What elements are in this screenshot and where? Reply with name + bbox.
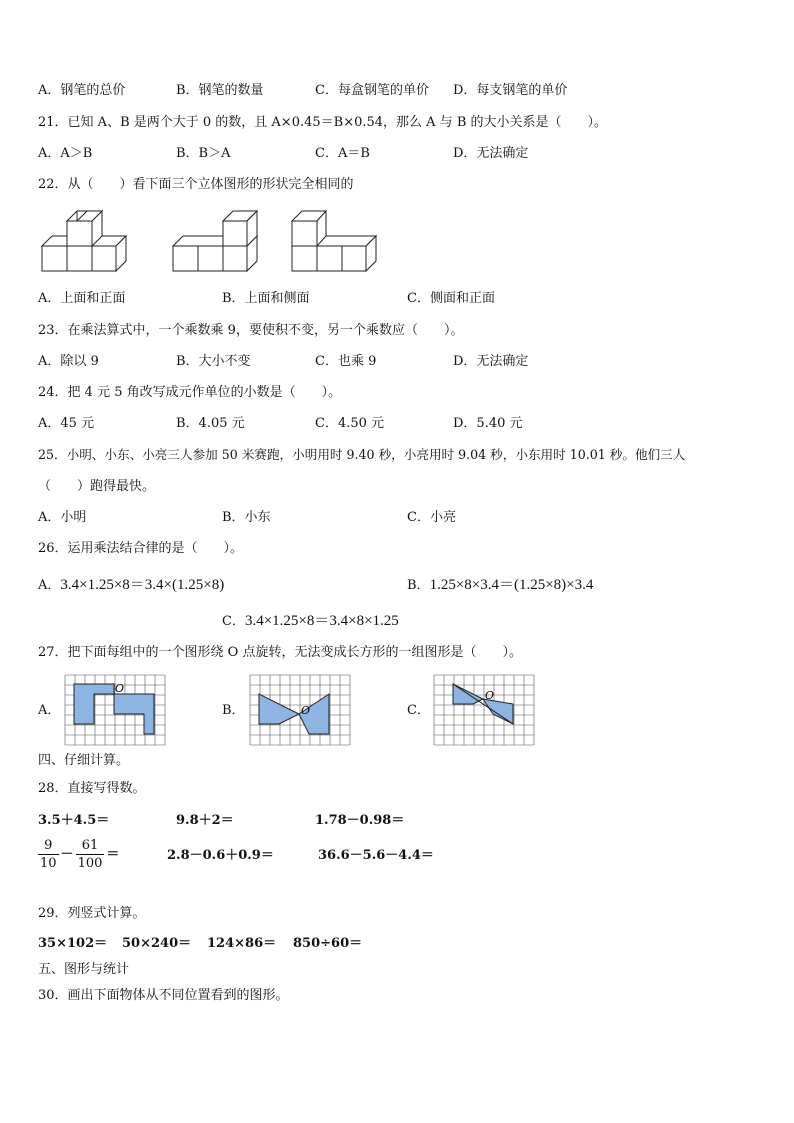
- q20-option-c: C．每盒钢笔的单价: [315, 83, 429, 98]
- q24-option-d: D．5.40 元: [453, 416, 523, 431]
- q21-option-d: D．无法确定: [453, 146, 529, 161]
- q26-option-b-label: B．: [407, 578, 430, 593]
- q20-option-d: D．每支钢笔的单价: [453, 83, 568, 98]
- q30-stem: 30．画出下面物体从不同位置看到的图形。: [38, 988, 289, 1003]
- fraction-numerator: 61: [76, 837, 105, 855]
- q26-stem: 26．运用乘法结合律的是（ ）。: [38, 541, 244, 556]
- q20-option-a: A．钢笔的总价: [38, 83, 126, 98]
- q21-option-a: A．A＞B: [38, 146, 93, 161]
- q28-item-1: 3.5＋4.5＝: [38, 813, 110, 828]
- q26-option-a-expr: 3.4×1.25×8＝3.4×(1.25×8): [60, 577, 225, 593]
- solid-figure-3: [292, 211, 376, 271]
- q28-item-3: 1.78－0.98＝: [315, 813, 405, 828]
- q27-grid-c: [433, 674, 535, 746]
- solid-figure-1: [42, 211, 126, 271]
- q27-shape-b1: [259, 694, 299, 724]
- q25-stem-line2: （ ）跑得最快。: [38, 479, 156, 494]
- q27-shape-c2: [483, 699, 513, 724]
- q24-option-a: A．45 元: [38, 416, 95, 431]
- q26-option-b-expr: 1.25×8×3.4＝(1.25×8)×3.4: [429, 577, 594, 593]
- q23-option-d: D．无法确定: [453, 354, 529, 369]
- q27-label-b: B．: [222, 703, 245, 718]
- q26-option-c-label: C．: [222, 614, 245, 629]
- q23-stem: 23．在乘法算式中，一个乘数乘 9，要使积不变，另一个乘数应（ ）。: [38, 323, 464, 338]
- q27-point-o-b: O: [301, 704, 311, 717]
- fraction-61-100: [76, 837, 105, 872]
- q28-item-6: 36.6－5.6－4.4＝: [318, 848, 434, 863]
- q27-grid-a: [64, 674, 166, 746]
- fraction-denominator: 100: [77, 856, 103, 871]
- q22-option-b: B．上面和侧面: [222, 291, 310, 306]
- q22-cube-figures: [36, 206, 386, 276]
- q27-shape-a1: [74, 684, 114, 724]
- q25-option-a: A．小明: [38, 510, 87, 525]
- q26-option-a-label: A．: [38, 578, 61, 593]
- q26-option-c: [222, 612, 399, 631]
- q25-stem-line1: 25．小明、小东、小亮三人参加 50 米赛跑，小明用时 9.40 秒，小亮用时 9.04 秒，小东用时 10.01 秒。他们三人: [38, 447, 686, 462]
- q25-option-b: B．小东: [222, 510, 271, 525]
- section-5-title: 五、图形与统计: [38, 962, 130, 977]
- fraction-denominator: 10: [40, 856, 57, 871]
- q29-item-3: 124×86＝: [207, 936, 277, 951]
- q23-option-c: C．也乘 9: [315, 354, 377, 369]
- q24-stem: 24．把 4 元 5 角改写成元作单位的小数是（ ）。: [38, 385, 342, 400]
- section-4-title: 四、仔细计算。: [38, 753, 130, 768]
- minus-sign: －: [60, 847, 74, 862]
- q21-option-c: C．A＝B: [315, 146, 370, 161]
- q26-option-c-expr: 3.4×1.25×8＝3.4×8×1.25: [244, 613, 399, 629]
- solid-figure-2: [173, 211, 257, 271]
- q28-fraction-expression: [36, 836, 119, 874]
- q25-option-c: C．小亮: [407, 510, 456, 525]
- q23-option-a: A．除以 9: [38, 354, 99, 369]
- q27-label-a: A．: [38, 703, 61, 718]
- q27-point-o-c: O: [485, 689, 495, 702]
- q26-option-a: [38, 576, 224, 595]
- q27-label-c: C．: [407, 703, 430, 718]
- fraction-numerator: 9: [38, 837, 59, 855]
- q27-stem: 27．把下面每组中的一个图形绕 O 点旋转，无法变成长方形的一组图形是（ ）。: [38, 645, 522, 660]
- q24-option-b: B．4.05 元: [176, 416, 245, 431]
- q23-option-b: B．大小不变: [176, 354, 251, 369]
- q29-stem: 29．列竖式计算。: [38, 906, 146, 921]
- q29-item-4: 850÷60＝: [293, 936, 363, 951]
- q22-stem: 22．从（ ）看下面三个立体图形的形状完全相同的: [38, 177, 354, 192]
- q20-option-b: B．钢笔的数量: [176, 83, 264, 98]
- q29-item-2: 50×240＝: [122, 936, 192, 951]
- q21-stem: 21．已知 A、B 是两个大于 0 的数，且 A×0.45＝B×0.54，那么 A 与 B 的大小关系是（ ）。: [38, 115, 608, 130]
- equals-sign: ＝: [106, 847, 120, 862]
- q27-shape-a2: [114, 694, 154, 734]
- q29-item-1: 35×102＝: [38, 936, 108, 951]
- q28-item-5: 2.8－0.6＋0.9＝: [167, 848, 274, 863]
- q21-option-b: B．B＞A: [176, 146, 231, 161]
- q27-grid-b: [249, 674, 351, 746]
- q24-option-c: C．4.50 元: [315, 416, 385, 431]
- q28-stem: 28．直接写得数。: [38, 781, 146, 796]
- fraction-9-10: [38, 837, 59, 872]
- q22-option-c: C．侧面和正面: [407, 291, 495, 306]
- q26-option-b: [407, 576, 593, 595]
- q22-option-a: A．上面和正面: [38, 291, 126, 306]
- q27-point-o-a: O: [115, 682, 125, 695]
- q28-item-2: 9.8＋2＝: [176, 813, 234, 828]
